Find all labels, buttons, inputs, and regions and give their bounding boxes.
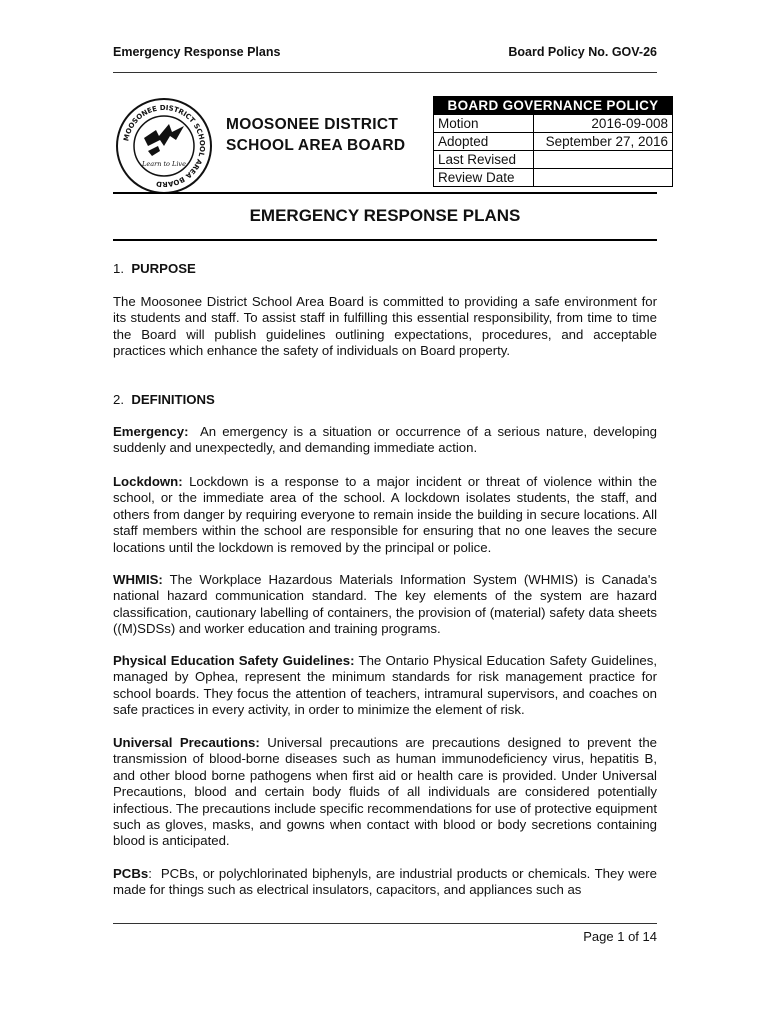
table-row xyxy=(434,151,673,169)
definition-universal-precautions xyxy=(113,735,657,850)
policy-label-adopted: Adopted xyxy=(434,133,534,151)
table-row xyxy=(434,133,673,151)
section-number: 2. xyxy=(113,392,124,407)
definition-text: The Ontario Physical Education Safety Guidelines, managed by Ophea, represent the minimum standards for risk management practice for school boards. They focus the attention of teachers, intramural supervisors, and coaches on safe practices in every activity, in order to minimize the element of risk. xyxy=(113,653,657,718)
definition-term: Emergency: xyxy=(113,424,189,439)
definition-term: PCBs xyxy=(113,866,149,881)
svg-text:MOOSONEE DISTRICT SCHOOL AREA: MOOSONEE DISTRICT SCHOOL AREA BOARD xyxy=(122,103,207,189)
title-rule-top xyxy=(113,192,657,194)
purpose-paragraph xyxy=(113,294,657,360)
policy-table-title: BOARD GOVERNANCE POLICY xyxy=(434,97,673,115)
purpose-text: The Moosonee District School Area Board is committed to providing a safe environment for its students and staff. To assist staff in fulfilling this essential responsibility, from time to time the Board will publish guidelines outlining expectations, procedures, and acceptable practices which enhance the safety of individuals on Board property. xyxy=(113,294,657,359)
policy-info-table xyxy=(433,96,673,187)
section-heading-definitions xyxy=(113,392,657,408)
definition-text: Universal precautions are precautions designed to prevent the transmission of blood-borne diseases such as human immunodeficiency virus, hepatitis B, and other blood borne pathogens when first aid or health care is provided. Under Universal Precautions, blood and certain body fluids of all individuals are considered potentially infectious. The precautions include specific recommendations for use of protective equipment such as gloves, masks, and gowns when contact with blood or body secretions containing blood is anticipated. xyxy=(113,735,657,849)
table-row xyxy=(434,115,673,133)
section-title: DEFINITIONS xyxy=(131,392,215,407)
definition-emergency xyxy=(113,424,657,457)
document-title: EMERGENCY RESPONSE PLANS xyxy=(249,206,521,225)
policy-value-last-revised xyxy=(534,151,673,169)
policy-label-review-date: Review Date xyxy=(434,169,534,187)
policy-value-motion: 2016-09-008 xyxy=(534,115,673,133)
section-title: PURPOSE xyxy=(131,261,196,276)
policy-value-adopted: September 27, 2016 xyxy=(534,133,673,151)
definition-term: WHMIS: xyxy=(113,572,163,587)
board-logo xyxy=(114,96,214,196)
definition-whmis xyxy=(113,572,657,638)
section-heading-purpose xyxy=(113,261,657,277)
title-rule-bottom xyxy=(113,239,657,241)
header-policy-number: Board Policy No. GOV-26 xyxy=(508,45,657,59)
definition-term: Physical Education Safety Guidelines: xyxy=(113,653,355,668)
definition-text: The Workplace Hazardous Materials Information System (WHMIS) is Canada's national hazard communication standard. The key elements of the system are hazard classification, cautionary labelling of containers, the provision of (material) safety data sheets ((M)SDSs) and worker education and training programs. xyxy=(113,572,657,637)
definition-term: Lockdown: xyxy=(113,474,183,489)
header-rule xyxy=(113,72,657,73)
svg-text:Learn to Live: Learn to Live xyxy=(142,160,186,168)
policy-label-motion: Motion xyxy=(434,115,534,133)
definition-text: PCBs, or polychlorinated biphenyls, are industrial products or chemicals. They were made for things such as electrical insulators, capacitors, and appliances such as xyxy=(113,866,657,898)
footer-rule xyxy=(113,923,657,924)
section-number: 1. xyxy=(113,261,124,276)
organization-name-line2: SCHOOL AREA BOARD xyxy=(226,137,406,154)
definition-term: Universal Precautions: xyxy=(113,735,260,750)
organization-name xyxy=(226,114,426,156)
header-document-name: Emergency Response Plans xyxy=(113,45,281,59)
definition-text: Lockdown is a response to a major incident or threat of violence within the school, or the immediate area of the school. A lockdown isolates students, the staff, and others from danger by requiring everyone to remain inside the building in secure locations. All staff members within the school are responsible for ensuring that no one leaves the secure locations until the lockdown is removed by the principal or police. xyxy=(113,474,657,555)
definition-pcbs: PCBs: PCBs, or polychlorinated biphenyls, are industrial products or chemicals. They were made for things such as electrical insulators, capacitors, and appliances such as xyxy=(113,866,657,898)
definition-lockdown xyxy=(113,474,657,556)
page-number: Page 1 of 14 xyxy=(583,929,657,944)
organization-name-line1: MOOSONEE DISTRICT xyxy=(226,116,399,133)
definition-text: An emergency is a situation or occurrence of a serious nature, developing suddenly and unexpectedly, and demanding immediate action. xyxy=(113,424,657,456)
table-row xyxy=(434,169,673,187)
policy-value-review-date xyxy=(534,169,673,187)
definition-physical-education xyxy=(113,653,657,719)
policy-label-last-revised: Last Revised xyxy=(434,151,534,169)
